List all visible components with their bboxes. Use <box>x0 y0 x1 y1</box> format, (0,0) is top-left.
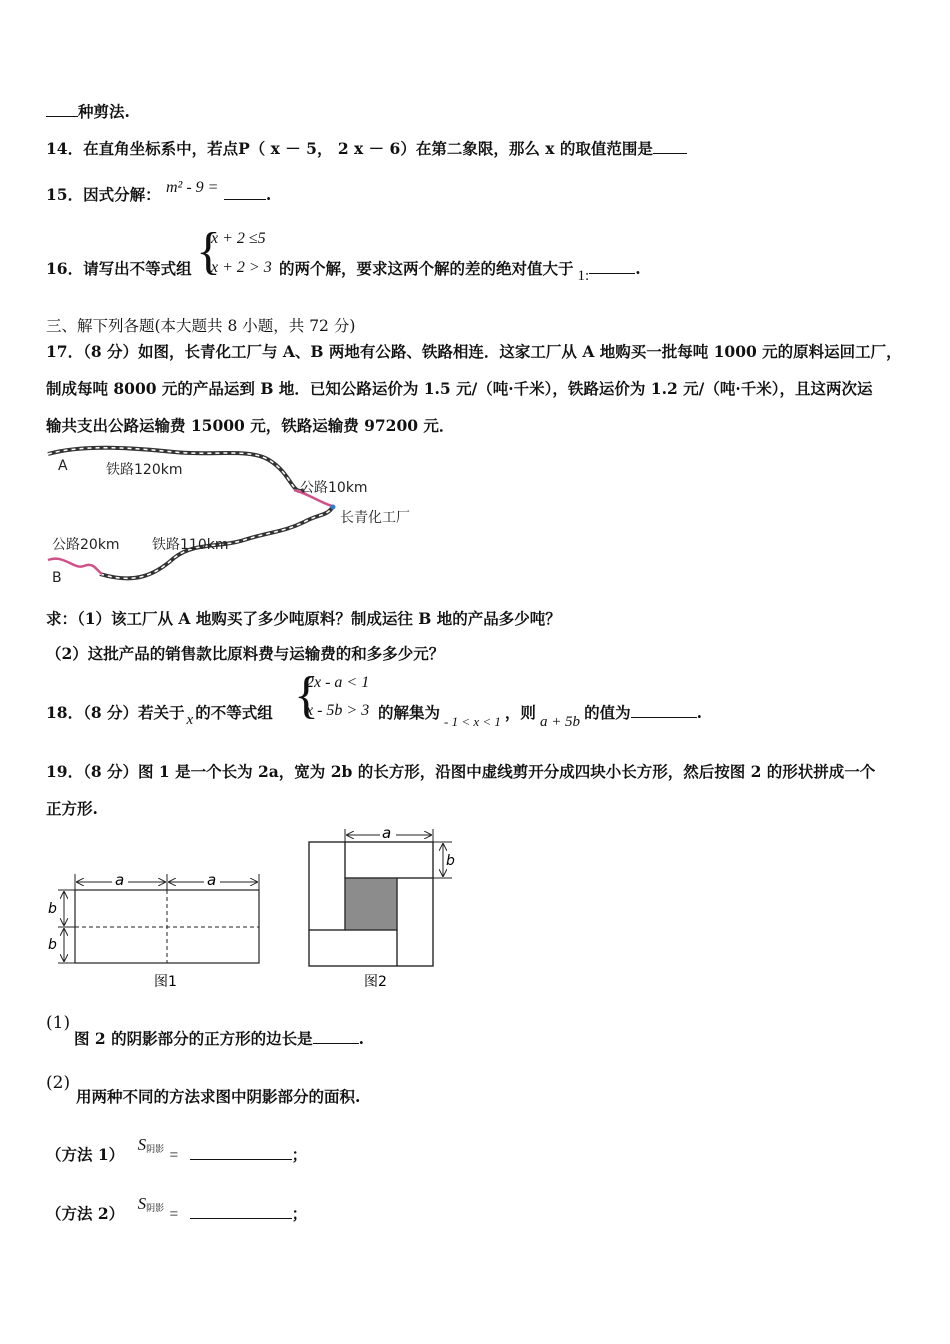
answer-blank[interactable] <box>631 717 697 718</box>
system-brace: { <box>196 223 221 280</box>
figure-2 <box>302 826 472 994</box>
method-2: （方法 2） $S^{阴影}$ = ； <box>46 1194 308 1223</box>
question-18: 18．（8 分）若关于 x 的不等式组 <box>46 703 273 728</box>
label-a: A <box>58 458 68 474</box>
q13-tail: 种剪法. <box>46 100 130 122</box>
label-rail-bottom: 铁路110km <box>152 537 229 553</box>
question-17-ask2: （2）这批产品的销售款比原料费与运输费的和多多少元？ <box>46 644 445 663</box>
answer-blank[interactable] <box>589 273 635 274</box>
label-factory: 长青化工厂 <box>340 510 410 526</box>
label-road-top: 公路10km <box>300 480 368 496</box>
answer-blank[interactable] <box>653 153 687 154</box>
answer-blank[interactable] <box>190 1218 292 1219</box>
sub-1-number: (1) <box>46 1013 71 1033</box>
dim-b: b <box>446 853 455 869</box>
method-1: （方法 1） $S^{阴影}$ = ； <box>46 1135 308 1164</box>
inequality-1: x + 2 ≤5 <box>211 230 266 247</box>
inequality-2: x - 5b > 3 <box>306 702 370 719</box>
label-rail-top: 铁路120km <box>106 462 183 478</box>
question-19-line2: 正方形. <box>46 799 98 818</box>
dim-a: a <box>382 826 392 842</box>
question-19-line1: 19．（8 分）图 1 是一个长为 2a，宽为 2b 的长方形，沿图中虚线剪开分成四块小长方形，然后按图 2 的形状拼成一个 <box>46 762 876 781</box>
route-map <box>44 444 444 590</box>
answer-blank[interactable] <box>224 199 266 200</box>
question-15: 15．因式分解： m² - 9 = . <box>46 179 272 204</box>
question-17-ask1: 求：（1）该工厂从 A 地购买了多少吨原料？制成运往 B 地的产品多少吨？ <box>46 609 561 628</box>
answer-blank[interactable] <box>46 116 78 117</box>
answer-blank[interactable] <box>313 1043 359 1044</box>
dim-a1: a <box>115 871 125 889</box>
question-16-b: 的两个解，要求这两个解的差的绝对值大于 1: . <box>279 259 641 284</box>
sub-2-number: (2) <box>46 1073 71 1093</box>
sub-1: 图 2 的阴影部分的正方形的边长是 . <box>74 1029 364 1048</box>
label-b: B <box>52 570 62 586</box>
figure-2-caption: 图2 <box>364 974 387 990</box>
question-14: 14．在直角坐标系中，若点P（ x － 5， 2 x － 6）在第二象限，那么 x 的取值范围是 <box>46 137 687 159</box>
dim-b2: b <box>48 937 57 953</box>
question-18-b: 的解集为 $_{- 1 < x < 1}$ ，则 a + 5b 的值为 . <box>378 703 702 730</box>
system-brace: { <box>294 667 319 724</box>
label-road-bottom: 公路20km <box>52 537 120 553</box>
answer-blank[interactable] <box>190 1159 292 1160</box>
shaded-square <box>345 878 397 930</box>
figure-1 <box>44 868 268 992</box>
sub-2: 用两种不同的方法求图中阴影部分的面积. <box>76 1087 361 1106</box>
question-17-line2: 制成每吨 8000 元的产品运到 B 地．已知公路运价为 1.5 元/（吨·千米），铁路运价为 1.2 元/（吨·千米），且这两次运 <box>46 379 873 398</box>
question-17-line3: 输共支出公路运输费 15000 元，铁路运输费 97200 元． <box>46 416 455 435</box>
factory-dot <box>331 505 336 510</box>
math-expression: m² - 9 = <box>166 179 219 196</box>
question-17-line1: 17．（8 分）如图，长青化工厂与 A、B 两地有公路、铁路相连．这家工厂从 A 地购买一批每吨 1000 元的原料运回工厂， <box>46 342 902 361</box>
dim-a2: a <box>207 871 217 889</box>
question-16: 16．请写出不等式组 <box>46 259 192 278</box>
dim-b1: b <box>48 901 57 917</box>
inequality-2: x + 2 > 3 <box>211 259 272 276</box>
figure-1-caption: 图1 <box>154 974 177 990</box>
section-heading: 三、解下列各题(本大题共 8 小题，共 72 分) <box>46 317 356 335</box>
inequality-1: 2x - a < 1 <box>306 674 370 691</box>
